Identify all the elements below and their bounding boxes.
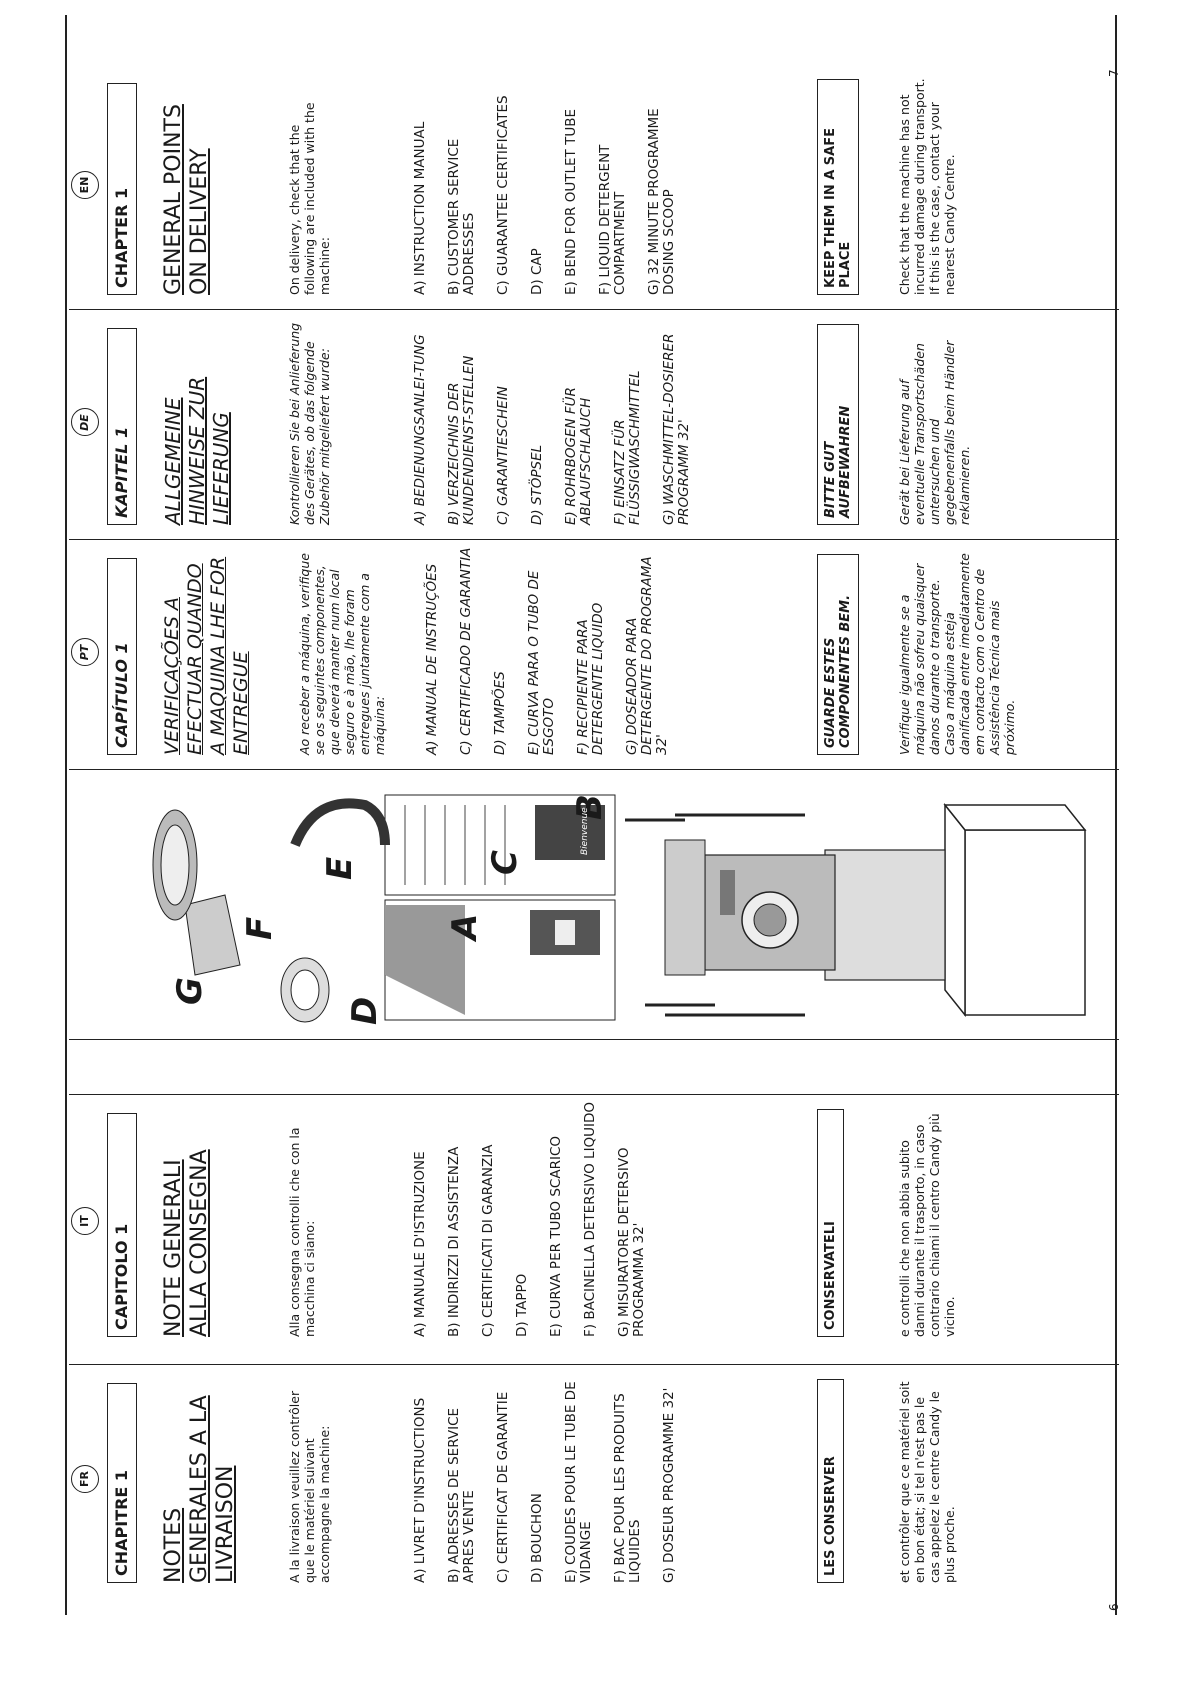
- list-item: F) BACINELLA DETERSIVO LIQUIDO: [582, 1101, 598, 1337]
- list-item: D) CAP: [529, 248, 545, 295]
- list-item: G) DOSEUR PROGRAMME 32': [661, 1387, 677, 1583]
- label-e: E: [320, 856, 360, 880]
- divider: [69, 769, 1119, 770]
- label-b: B: [570, 794, 610, 820]
- intro-text: On delivery, check that the following are included with the machine:: [287, 102, 332, 295]
- damage-note: Gerät bei Lieferung auf eventuelle Transportschäden untersuchen und gegebenenfalls beim Händler reklamieren.: [897, 340, 972, 525]
- column-fr: [65, 1365, 1125, 1593]
- language-badge-fr: FR: [71, 1465, 99, 1493]
- language-badge-en: EN: [71, 171, 99, 199]
- list-item: A) MANUALE D'ISTRUZIONE: [412, 1151, 428, 1337]
- label-d: D: [345, 996, 385, 1025]
- column-it: [65, 1095, 1125, 1347]
- list-item: A) LIVRET D'INSTRUCTIONS: [412, 1397, 428, 1583]
- chapter-label: CHAPITRE 1: [107, 1383, 137, 1583]
- list-item: D) STÖPSEL: [529, 444, 545, 525]
- damage-note: Check that the machine has not incurred damage during transport. If this is the case, contact your nearest Candy Centre.: [897, 78, 957, 295]
- chapter-label: CAPITOLO 1: [107, 1113, 137, 1337]
- list-item: C) CERTIFICATI DI GARANZIA: [480, 1144, 496, 1337]
- detergent-drawer-icon: [185, 895, 240, 975]
- intro-text: Kontrollieren Sie bei Anlieferung des Gerätes, ob das folgende Zubehör mitgeliefert wurde:: [287, 322, 332, 525]
- section-heading: NOTES GENERALES A LA LIVRAISON: [161, 1395, 238, 1583]
- damage-note: e controlli che non abbia subito danni durante il trasporto, in caso contrario chiami il centro Candy più vicino.: [897, 1113, 957, 1337]
- keep-notice: KEEP THEM IN A SAFE PLACE: [817, 79, 859, 295]
- accessory-list: [413, 1371, 696, 1583]
- box-icon: [945, 805, 1085, 1015]
- divider: [69, 1039, 1119, 1040]
- list-item: C) GUARANTEE CERTIFICATES: [495, 95, 511, 295]
- list-item: D) BOUCHON: [529, 1493, 545, 1583]
- accessory-list: [413, 316, 711, 525]
- language-badge-de: DE: [71, 409, 99, 437]
- language-badge-pt: PT: [71, 639, 99, 667]
- list-item: F) LIQUID DETERGENT COMPARTMENT: [597, 144, 628, 295]
- label-g: G: [170, 977, 210, 1005]
- list-item: E) BEND FOR OUTLET TUBE: [563, 109, 579, 295]
- keep-notice: CONSERVATELI: [817, 1109, 844, 1337]
- list-item: F) BAC POUR LES PRODUITS LIQUIDES: [612, 1393, 643, 1583]
- washing-machine-icon: [625, 815, 945, 1015]
- list-item: D) TAMPÕES: [492, 671, 508, 755]
- list-item: F) EINSATZ FÜR FLÜSSIGWASCHMITTEL: [612, 370, 643, 525]
- chapter-label: KAPITEL 1: [107, 328, 137, 525]
- section-heading: NOTE GENERALI ALLA CONSEGNA: [161, 1149, 212, 1337]
- list-item: G) WASCHMITTEL-DOSIERER PROGRAMM 32': [661, 333, 692, 525]
- list-item: A) INSTRUCTION MANUAL: [412, 121, 428, 295]
- column-pt: [65, 540, 1125, 765]
- column-de: [65, 310, 1125, 535]
- keep-notice: GUARDE ESTES COMPONENTES BEM.: [817, 554, 859, 755]
- list-item: B) ADRESSES DE SERVICE APRES VENTE: [446, 1407, 477, 1583]
- list-item: D) TAPPO: [514, 1273, 530, 1337]
- accessory-list: [413, 71, 696, 295]
- section-heading: ALLGEMEINE HINWEISE ZUR LIEFERUNG: [161, 376, 233, 525]
- list-item: E) CURVA PARA O TUBO DE ESGOTO: [526, 570, 557, 755]
- section-heading: GENERAL POINTS ON DELIVERY: [161, 104, 212, 295]
- manual-spread: [65, 15, 1125, 1615]
- intro-text: Ao receber a máquina, verifique se os seguintes componentes, que deverá manter num local seguro e à mão, lhe foram entregues juntamente com a máquina:: [297, 553, 387, 755]
- list-item: C) GARANTIESCHEIN: [495, 386, 511, 525]
- column-en: [65, 65, 1125, 305]
- dosing-scoop-icon: [153, 810, 197, 920]
- damage-note: Verifique igualmente se a máquina não sofreu quaisquer danos durante o transporte. Caso a máquina esteja danificada entre imediatamente em contacto com o Centro de Assistência Técnica mais próximo.: [897, 553, 1017, 755]
- keep-notice: BITTE GUT AUFBEWAHREN: [817, 324, 859, 525]
- keep-notice: LES CONSERVER: [817, 1379, 844, 1583]
- list-item: A) BEDIENUNGSANLEI-TUNG: [412, 334, 428, 525]
- list-item: B) VERZEICHNIS DER KUNDENDIENST-STELLEN: [446, 355, 477, 525]
- intro-text: A la livraison veuillez contrôler que le matériel suivant accompagne la machine:: [287, 1390, 332, 1583]
- accessory-list: [413, 1101, 666, 1337]
- list-item: B) CUSTOMER SERVICE ADDRESSES: [446, 138, 477, 295]
- bend-tube-icon: [295, 803, 385, 845]
- list-item: E) ROHRBOGEN FÜR ABLAUFSCHLAUCH: [563, 387, 594, 525]
- booklet-caption: Bienvenue: [580, 807, 590, 855]
- label-c: C: [485, 850, 525, 875]
- list-item: A) MANUAL DE INSTRUÇÕES: [424, 563, 440, 755]
- accessory-list: [425, 546, 689, 755]
- list-item: G) DOSEADOR PARA DETERGENTE DO PROGRAMA 32': [624, 556, 670, 755]
- list-item: E) COUDES POUR LE TUBE DE VIDANGE: [563, 1381, 594, 1583]
- illustration-panel: [65, 775, 1125, 1035]
- page-number-right: 7: [1107, 69, 1121, 77]
- list-item: G) MISURATORE DETERSIVO PROGRAMMA 32': [616, 1147, 647, 1337]
- section-heading: VERIFICAÇÕES A EFECTUAR QUANDO A MAQUINA LHE FOR ENTREGUE: [161, 556, 252, 755]
- label-f: F: [240, 916, 280, 940]
- chapter-label: CAPÍTULO 1: [107, 558, 137, 755]
- damage-note: et contrôler que ce matériel soit en bon état; si tel n'est pas le cas appelez le centre Candy le plus proche.: [897, 1381, 957, 1583]
- page-number-left: 6: [1107, 1603, 1121, 1611]
- list-item: C) CERTIFICADO DE GARANTIA: [458, 547, 474, 755]
- list-item: F) RECIPIENTE PARA DETERGENTE LIQUIDO: [575, 602, 606, 755]
- list-item: B) INDIRIZZI DI ASSISTENZA: [446, 1146, 462, 1337]
- language-badge-it: IT: [71, 1207, 99, 1235]
- cap-icon: [281, 958, 329, 1022]
- list-item: E) CURVA PER TUBO SCARICO: [548, 1136, 564, 1337]
- list-item: G) 32 MINUTE PROGRAMME DOSING SCOOP: [646, 108, 677, 295]
- intro-text: Alla consegna controlli che con la macchina ci siano:: [287, 1127, 317, 1337]
- chapter-label: CHAPTER 1: [107, 83, 137, 295]
- label-a: A: [445, 913, 485, 940]
- list-item: C) CERTIFICAT DE GARANTIE: [495, 1391, 511, 1583]
